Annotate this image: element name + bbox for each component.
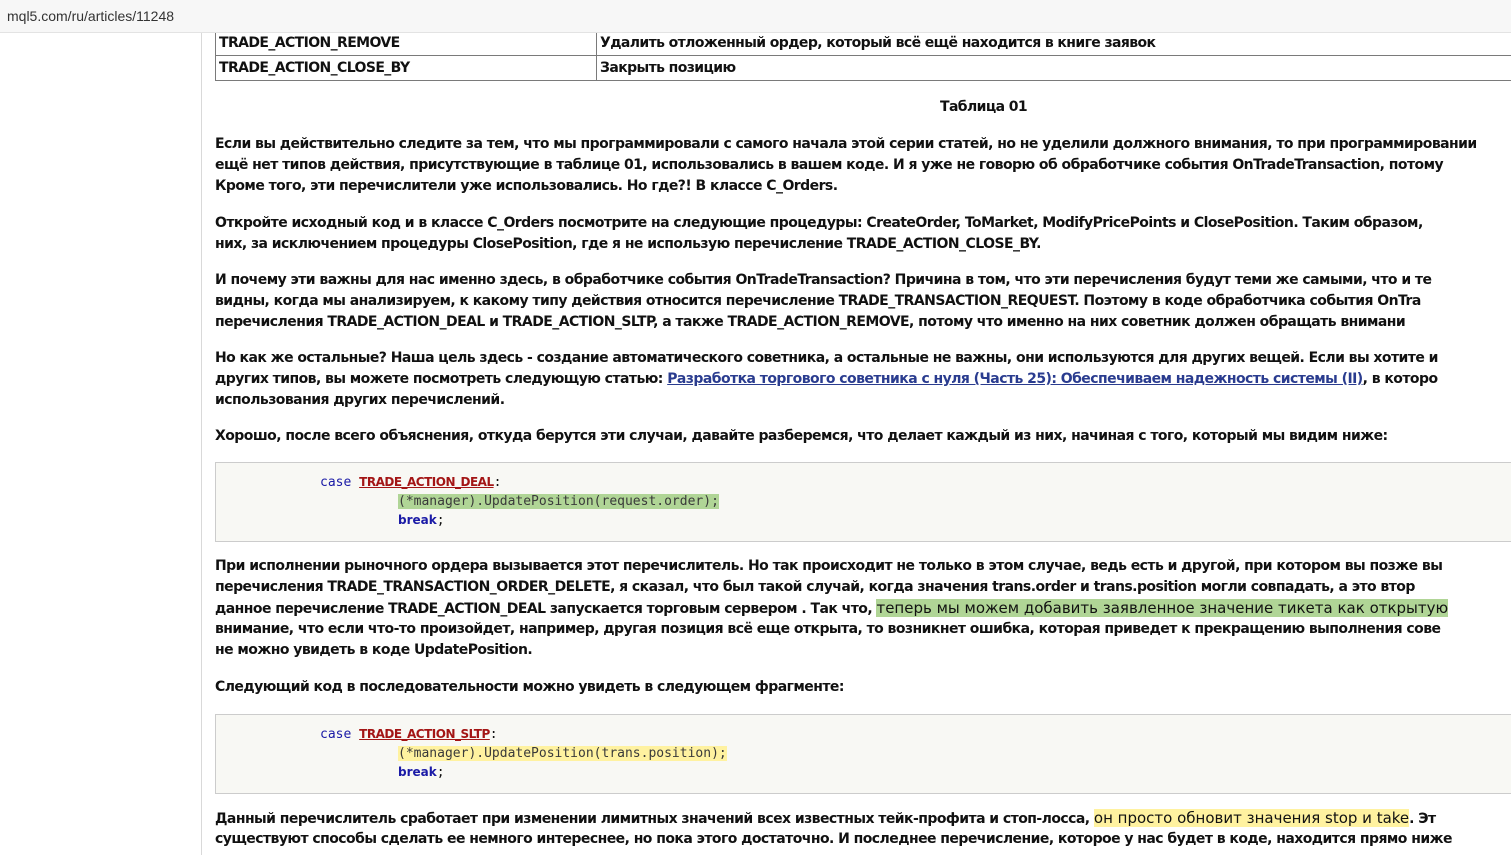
code-call-highlighted: (*manager).UpdatePosition(request.order); xyxy=(398,494,719,509)
text-line: них, за исключением процедуры ClosePosition, где я не использую перечисление TRADE_ACTION_CLOSE_BY. xyxy=(215,236,1041,252)
text-fragment: , в которо xyxy=(1362,371,1438,387)
code-block-sltp xyxy=(215,714,1511,794)
text-fragment: данное перечисление TRADE_ACTION_DEAL запускается торговым сервером . Так что, xyxy=(215,601,877,617)
code-line xyxy=(398,763,445,782)
text-line: ещё нет типов действия, присутствующие в таблице 01, использовались в вашем коде. И я уже не говорю об обработчике события OnTradeTransaction, потому xyxy=(215,157,1444,173)
text-line: Если вы действительно следите за тем, что мы программировали с самого начала этой серии статей, но не уделили должного внимания, то при программировании xyxy=(215,136,1477,152)
code-colon: : xyxy=(489,727,498,742)
table-cell-desc: Закрыть позицию xyxy=(597,56,1511,81)
code-line xyxy=(320,725,498,744)
paragraph-4 xyxy=(215,348,1438,411)
code-enum: TRADE_ACTION_DEAL xyxy=(359,475,494,489)
paragraph-7 xyxy=(215,677,844,698)
table-caption: Таблица 01 xyxy=(940,99,1028,115)
text-line: Хорошо, после всего объяснения, откуда берутся эти случаи, давайте разберемся, что делает каждый из них, начиная с того, который мы видим ниже: xyxy=(215,428,1388,444)
article-content xyxy=(215,33,1511,855)
code-break: break xyxy=(398,765,437,779)
code-keyword: case xyxy=(320,475,352,490)
table-cell-name: TRADE_ACTION_CLOSE_BY xyxy=(216,56,597,81)
text-line: перечисления TRADE_TRANSACTION_ORDER_DELETE, я сказал, что был такой случай, когда значения trans.order и trans.position могли совпадать, а это втор xyxy=(215,579,1415,595)
text-line: Но как же остальные? Наша цель здесь - создание автоматического советника, а остальные не важны, они используются для других вещей. Если вы хотите и xyxy=(215,350,1438,366)
highlighted-text-yellow: он просто обновит значения stop и take xyxy=(1093,809,1410,827)
text-line: существуют способы сделать ее немного интереснее, но пока этого достаточно. И последнее перечисление, которое у нас будет в коде, находится прямо ниже xyxy=(215,831,1452,847)
left-sidebar xyxy=(0,33,202,855)
paragraph-6 xyxy=(215,556,1448,661)
code-break: break xyxy=(398,513,437,527)
code-semicolon: ; xyxy=(436,765,445,780)
text-line xyxy=(215,369,1438,390)
text-line: перечисления TRADE_ACTION_DEAL и TRADE_ACTION_SLTP, а также TRADE_ACTION_REMOVE, потому что именно на них советник должен обращать внимани xyxy=(215,314,1406,330)
paragraph-1 xyxy=(215,134,1477,197)
code-colon: : xyxy=(493,475,502,490)
text-line: Кроме того, эти перечислители уже использовались. Но где?! В классе C_Orders. xyxy=(215,178,838,194)
highlighted-text-green: теперь мы можем добавить заявленное значение тикета как открытую xyxy=(876,599,1449,617)
code-enum: TRADE_ACTION_SLTP xyxy=(359,727,490,741)
text-fragment: других типов, вы можете посмотреть следующую статью: xyxy=(215,371,668,387)
enum-table xyxy=(215,33,1511,81)
text-line: При исполнении рыночного ордера вызывается этот перечислитель. Но так происходит не только в этом случае, ведь есть и другой, при котором вы позже вы xyxy=(215,558,1443,574)
text-line: Откройте исходный код и в классе C_Orders посмотрите на следующие процедуры: CreateOrder, ToMarket, ModifyPricePoints и ClosePosition. Таким образом, xyxy=(215,215,1423,231)
paragraph-8 xyxy=(215,808,1452,850)
article-link[interactable]: Разработка торгового советника с нуля (Часть 25): Обеспечиваем надежность системы (II) xyxy=(667,371,1363,387)
url-text[interactable]: mql5.com/ru/articles/11248 xyxy=(7,8,175,24)
table-row xyxy=(216,33,1511,56)
text-line: использования других перечислений. xyxy=(215,392,505,408)
paragraph-3 xyxy=(215,270,1431,333)
text-line xyxy=(215,808,1452,829)
text-line: не можно увидеть в коде UpdatePosition. xyxy=(215,642,533,658)
code-block-deal xyxy=(215,462,1511,542)
code-line xyxy=(398,511,445,530)
paragraph-5 xyxy=(215,426,1388,447)
text-line: И почему эти важны для нас именно здесь, в обработчике события OnTradeTransaction? Причина в том, что эти перечисления будут теми же самыми, что и те xyxy=(215,272,1432,288)
text-line: Следующий код в последовательности можно увидеть в следующем фрагменте: xyxy=(215,679,844,695)
table-cell-name: TRADE_ACTION_REMOVE xyxy=(216,33,597,56)
table-cell-desc: Удалить отложенный ордер, который всё ещё находится в книге заявок xyxy=(597,33,1511,56)
text-line: внимание, что если что-то произойдет, например, другая позиция всё еще открыта, то возникнет ошибка, которая приведет к прекращению выполнения сове xyxy=(215,621,1441,637)
code-call-highlighted: (*manager).UpdatePosition(trans.position); xyxy=(398,746,727,761)
paragraph-2 xyxy=(215,213,1423,255)
table-row xyxy=(216,56,1511,81)
code-line xyxy=(398,492,719,511)
code-line xyxy=(320,473,501,492)
text-fragment: . Эт xyxy=(1409,811,1436,827)
text-line xyxy=(215,598,1448,619)
code-keyword: case xyxy=(320,727,352,742)
address-bar[interactable] xyxy=(0,0,1511,33)
code-semicolon: ; xyxy=(436,513,445,528)
text-fragment: Данный перечислитель сработает при изменении лимитных значений всех известных тейк-профита и стоп-лосса, xyxy=(215,811,1094,827)
code-line xyxy=(398,744,727,763)
text-line: видны, когда мы анализируем, к какому типу действия относится перечисление TRADE_TRANSACTION_REQUEST. Поэтому в коде обработчика события OnTra xyxy=(215,293,1421,309)
